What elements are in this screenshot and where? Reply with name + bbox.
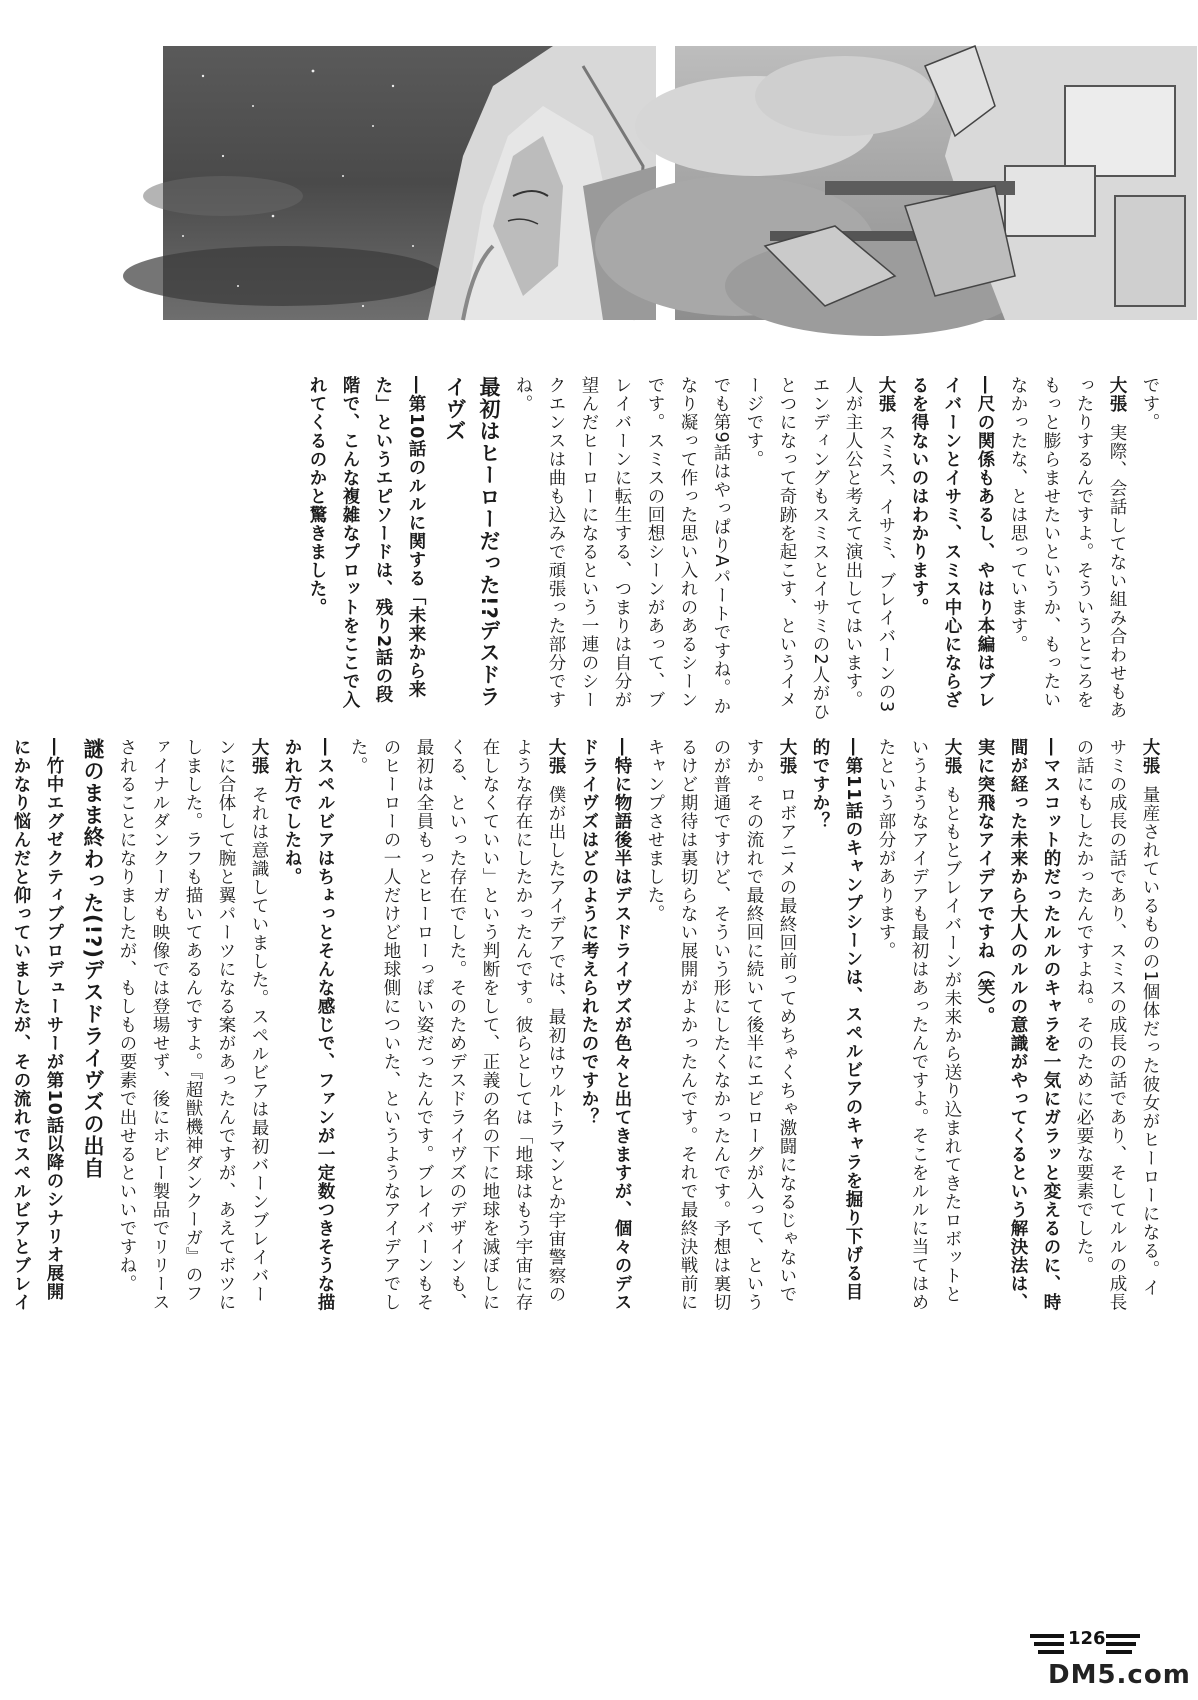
interview-question: ―第11話のキャンプシーンは、スペルビアのキャラを掘り下げる目的ですか？ — [810, 738, 863, 1301]
interview-question: ―第10話のルルに関する「未来から来た」というエピソードは、残り2話の段階で、こんな複雑なプロットをここで入れてくるのかと驚きました。 — [307, 376, 426, 709]
section-headline: 謎のまま終わった(!?)デスドライヴズの出自 — [81, 738, 105, 1179]
paragraph: 大張もともとブレイバーンが未来から送り込まれてきたロボットというようなアイデアも最初はあったんですよ。そこをルルに当てはめたという部分があります。 — [876, 738, 962, 1312]
paragraph: 大張実際、会話してない組み合わせもあったりするんですよ。そういうところをもっと膨らませたいというか、もったいなかったな、とは思っています。 — [1008, 376, 1127, 720]
speaker-label: 大張 — [1140, 738, 1160, 775]
robot-battle-image — [675, 46, 1197, 320]
site-watermark: DM5.com — [1048, 1660, 1191, 1690]
speaker-label: 大張 — [942, 738, 962, 775]
interview-question: ―竹中エグゼクティブプロデューサーが第10話以降のシナリオ展開にかなり悩んだと仰っていましたが、その流れでスペルビアとブレイ — [11, 738, 64, 1312]
section-headline: 最初はヒーローだった!?デスドライヴズ — [443, 376, 501, 708]
anime-character-closeup-image — [163, 46, 656, 320]
speaker-label: 大張 — [876, 376, 896, 413]
interview-question: ―尺の関係もあるし、やはり本編はブレイバーンとイサミ、スミス中心にならざるを得ないのはわかります。 — [909, 376, 995, 709]
interview-question: ―マスコット的だったルルのキャラを一気にガラッと変えるのに、時間が経った未来から大人のルルの意識がやってくるという解決法は、実に突飛なアイデアですね（笑）。 — [975, 738, 1061, 1312]
paragraph: です。 — [1140, 376, 1160, 432]
interview-question: ―特に物語後半はデスドライヴズが色々と出てきますが、個々のデスドライヴズはどのように考えられたのですか？ — [579, 738, 632, 1312]
robot-mecha-battle-image — [675, 46, 1197, 320]
paragraph: 大張スミス、イサミ、ブレイバーンの3人が主人公と考えて演出してはいます。エンディングもスミスとイサミの2人がひとつになって奇跡を起こす、というイメージです。 — [744, 376, 896, 722]
article-upper-text — [226, 376, 1166, 722]
page-number: 126 — [1068, 1628, 1106, 1649]
paragraph: 大張それは意識していました。スペルビアは最初バーンブレイバーンに合体して腕と翼パーツになる案があったんですが、あえてボツにしました。ラフも描いてあるんですよ。『超獣機神ダンクーガ』のファイナルダンクーガも映像では登場せず、後にホビー製品でリリースされることになりましたが、もしもの要素で出せるといいですね。 — [117, 738, 269, 1312]
speaker-label: 大張 — [546, 738, 566, 775]
speaker-label: 大張 — [249, 738, 269, 775]
speaker-label: 大張 — [777, 738, 797, 775]
speaker-label: 大張 — [1107, 376, 1127, 413]
article-lower-text — [11, 738, 1166, 1312]
paragraph: 大張僕が出したアイデアでは、最初はウルトラマンとか宇宙警察のような存在にしたかったんです。彼らとしては「地球はもう宇宙に存在しなくていい」という判断をして、正義の名の下に地球を滅ぼしにくる、といった存在でした。そのためデスドライヴズのデザインも、最初は全員もっとヒーローっぽい姿だったんです。ブレイバーンもそのヒーローの一人だけど地球側についた、というようなアイデアでした。 — [348, 738, 566, 1312]
paragraph: 大張ロボアニメの最終回前ってめちゃくちゃ激闘になるじゃないですか。その流れで最終回に続いて後半にエピローグが入って、というのが普通ですけど、そういう形にしたくなかったんです。予想は裏切るけど期待は裏切らない展開がよかったんです。それで最終決戦前にキャンプさせました。 — [645, 738, 797, 1312]
anime-character-image — [163, 46, 656, 320]
paragraph: 大張量産されているものの1個体だった彼女がヒーローになる。イサミの成長の話であり、スミスの成長の話であり、そしてルルの成長の話にもしたかったんですよね。そのために必要な要素でした。 — [1074, 738, 1160, 1312]
paragraph: でも第9話はやっぱりAパートですね。かなり凝って作った思い入れのあるシーンです。スミスの回想シーンがあって、ブレイバーンに転生する、つまりは自分が望んだヒーローになるという一連のシークエンスは曲も込みで頑張った部分ですね。 — [513, 376, 731, 716]
interview-question: ―スペルビアはちょっとそんな感じで、ファンが一定数つきそうな描かれ方でしたね。 — [282, 738, 335, 1312]
